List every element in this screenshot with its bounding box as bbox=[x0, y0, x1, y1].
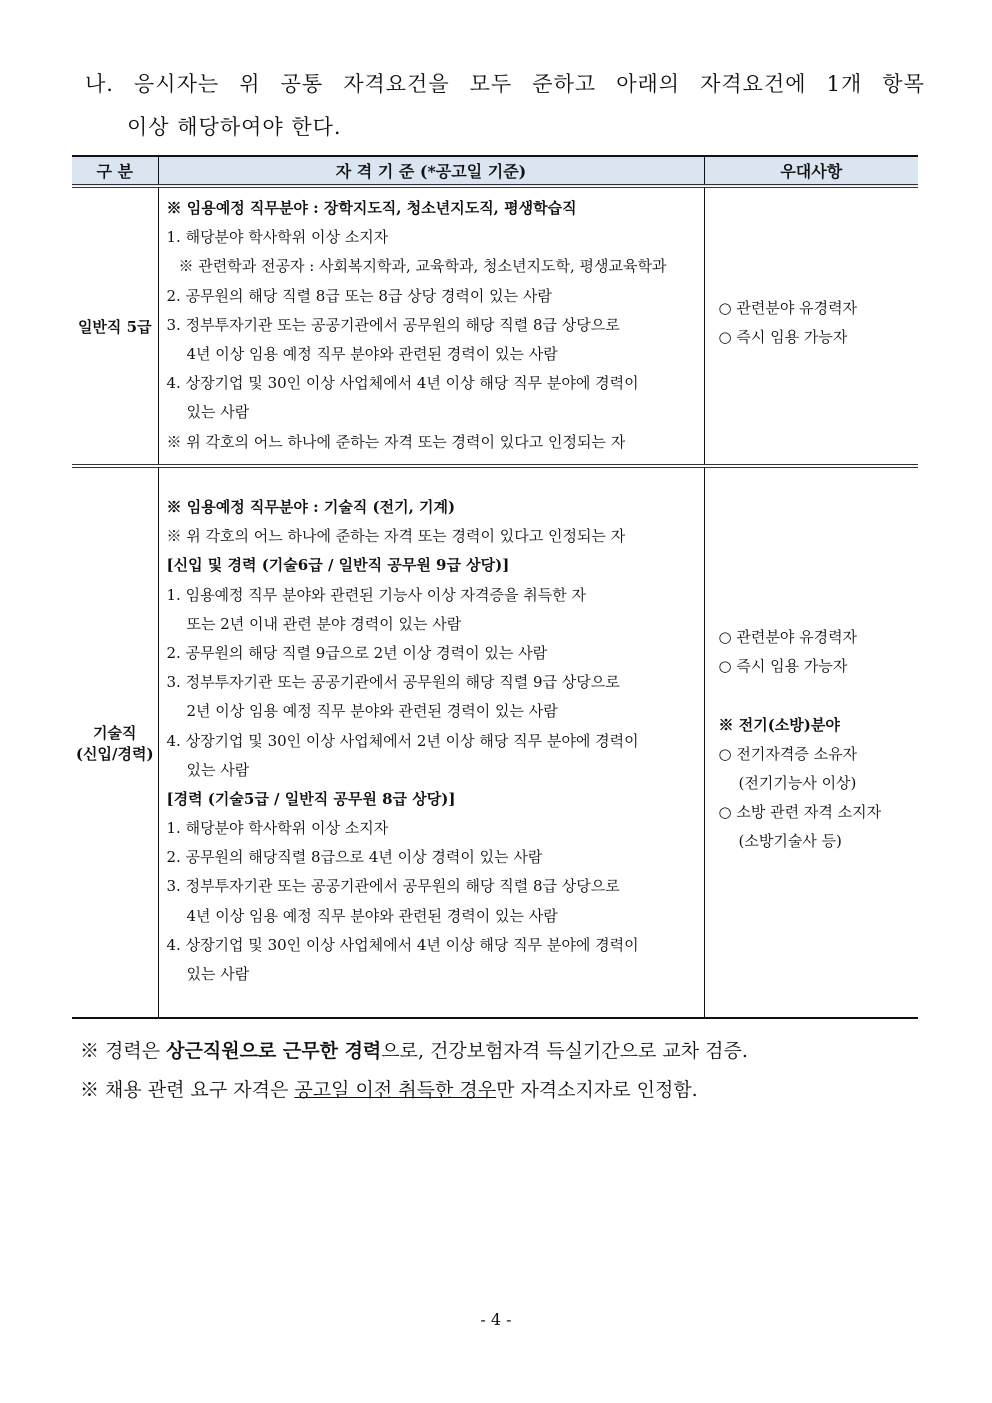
criteria-line: 3. 정부투자기관 또는 공공기관에서 공무원의 해당 직렬 8급 상당으로 bbox=[166, 315, 620, 334]
note-career bbox=[80, 1032, 748, 1071]
note-text: ※ 경력은 bbox=[80, 1040, 167, 1062]
category-cell: 일반직 5급 bbox=[72, 186, 158, 466]
criteria-line: 1. 임용예정 직무 분야와 관련된 기능사 이상 자격증을 취득한 자 bbox=[166, 585, 586, 604]
criteria-subheading: [신입 및 경력 (기술6급 / 일반직 공무원 9급 상당)] bbox=[166, 556, 510, 575]
preference-line: (전기기능사 이상) bbox=[738, 773, 857, 792]
note-emphasis: 상근직원으로 근무한 경력 bbox=[166, 1040, 382, 1062]
criteria-cell bbox=[158, 466, 704, 1018]
criteria-line: 4년 이상 임용 예정 직무 분야와 관련된 경력이 있는 사람 bbox=[186, 906, 558, 925]
criteria-line: 2. 공무원의 해당 직렬 8급 또는 8급 상당 경력이 있는 사람 bbox=[166, 286, 552, 305]
preference-line: ○ 관련분야 유경력자 bbox=[718, 299, 858, 317]
intro-word: 항목 bbox=[882, 72, 925, 96]
category-line: (신입/경력) bbox=[75, 744, 154, 763]
preference-line: ○ 소방 관련 자격 소지자 bbox=[718, 803, 882, 822]
intro-paragraph bbox=[85, 66, 925, 146]
criteria-line: 있는 사람 bbox=[186, 760, 250, 779]
header-preference: 우대사항 bbox=[704, 156, 918, 186]
preference-cell bbox=[704, 186, 918, 466]
criteria-line: ※ 위 각호의 어느 하나에 준하는 자격 또는 경력이 있다고 인정되는 자 bbox=[166, 527, 626, 546]
criteria-line: 3. 정부투자기관 또는 공공기관에서 공무원의 해당 직렬 8급 상당으로 bbox=[166, 877, 620, 896]
criteria-line: 1. 해당분야 학사학위 이상 소지자 bbox=[166, 819, 389, 838]
note-qualification bbox=[80, 1071, 748, 1110]
note-text: ※ 채용 관련 요구 자격은 bbox=[80, 1079, 295, 1101]
criteria-line: ※ 임용예정 직무분야 : 기술직 (전기, 기계) bbox=[166, 498, 456, 516]
criteria-line: ※ 위 각호의 어느 하나에 준하는 자격 또는 경력이 있다고 인정되는 자 bbox=[166, 432, 626, 451]
table-row-technical bbox=[72, 466, 918, 1018]
preference-subheading: ※ 전기(소방)분야 bbox=[718, 715, 840, 734]
criteria-line: 1. 해당분야 학사학위 이상 소지자 bbox=[166, 228, 389, 247]
note-text: 으로, 건강보험자격 득실기간으로 교차 검증. bbox=[381, 1040, 748, 1062]
preference-line: ○ 즉시 임용 가능자 bbox=[718, 657, 848, 676]
criteria-line: 2년 이상 임용 예정 직무 분야와 관련된 경력이 있는 사람 bbox=[186, 702, 558, 721]
preference-cell bbox=[704, 466, 918, 1018]
criteria-line: 4. 상장기업 및 30인 이상 사업체에서 2년 이상 해당 직무 분야에 경력이 bbox=[166, 731, 639, 750]
criteria-line: 2. 공무원의 해당직렬 8급으로 4년 이상 경력이 있는 사람 bbox=[166, 848, 543, 867]
table-row-general-5 bbox=[72, 186, 918, 466]
intro-word: 아래의 bbox=[616, 72, 681, 96]
intro-word: 준하고 bbox=[532, 72, 597, 96]
criteria-line: 있는 사람 bbox=[186, 403, 250, 422]
criteria-line: ※ 관련학과 전공자 : 사회복지학과, 교육학과, 청소년지도학, 평생교육학과 bbox=[178, 257, 667, 276]
intro-line-1 bbox=[85, 66, 925, 102]
criteria-subheading: [경력 (기술5급 / 일반직 공무원 8급 상당)] bbox=[166, 789, 456, 808]
page-number: - 4 - bbox=[480, 1310, 512, 1329]
category-line: 기술직 bbox=[93, 723, 137, 742]
preference-line: ○ 관련분야 유경력자 bbox=[718, 628, 858, 646]
intro-word: 모두 bbox=[469, 72, 513, 96]
preference-line: ○ 전기자격증 소유자 bbox=[718, 744, 858, 763]
criteria-line: 4년 이상 임용 예정 직무 분야와 관련된 경력이 있는 사람 bbox=[186, 344, 558, 363]
criteria-line: 또는 2년 이내 관련 분야 경력이 있는 사람 bbox=[186, 614, 462, 633]
criteria-line: 3. 정부투자기관 또는 공공기관에서 공무원의 해당 직렬 9급 상당으로 bbox=[166, 673, 620, 692]
note-underline: 공고일 이전 취득한 경우 bbox=[294, 1079, 497, 1101]
preference-line: ○ 즉시 임용 가능자 bbox=[718, 328, 848, 347]
criteria-line: 4. 상장기업 및 30인 이상 사업체에서 4년 이상 해당 직무 분야에 경력이 bbox=[166, 374, 639, 393]
intro-line-2: 이상 해당하여야 한다. bbox=[127, 115, 342, 139]
intro-word: 나. bbox=[85, 72, 114, 96]
intro-word: 공통 bbox=[280, 72, 324, 96]
criteria-line: 2. 공무원의 해당 직렬 9급으로 2년 이상 경력이 있는 사람 bbox=[166, 643, 548, 662]
intro-word: 자격요건에 bbox=[700, 72, 807, 96]
preference-line: (소방기술사 등) bbox=[738, 832, 842, 851]
category-cell bbox=[72, 466, 158, 1018]
table-header-row bbox=[72, 156, 918, 186]
notes bbox=[80, 1032, 748, 1110]
intro-word: 응시자는 bbox=[134, 72, 220, 96]
header-category: 구 분 bbox=[72, 156, 158, 186]
criteria-cell bbox=[158, 186, 704, 466]
header-criteria: 자 격 기 준 (*공고일 기준) bbox=[158, 156, 704, 186]
criteria-line: ※ 임용예정 직무분야 : 장학지도직, 청소년지도직, 평생학습직 bbox=[166, 199, 577, 217]
intro-word: 자격요건을 bbox=[343, 72, 450, 96]
criteria-line: 4. 상장기업 및 30인 이상 사업체에서 4년 이상 해당 직무 분야에 경력이 bbox=[166, 935, 639, 954]
criteria-line: 있는 사람 bbox=[186, 965, 250, 983]
intro-word: 위 bbox=[239, 72, 261, 96]
intro-word: 1개 bbox=[826, 72, 863, 96]
note-text: 만 자격소지자로 인정함. bbox=[496, 1079, 698, 1101]
qualification-table bbox=[72, 155, 918, 1019]
